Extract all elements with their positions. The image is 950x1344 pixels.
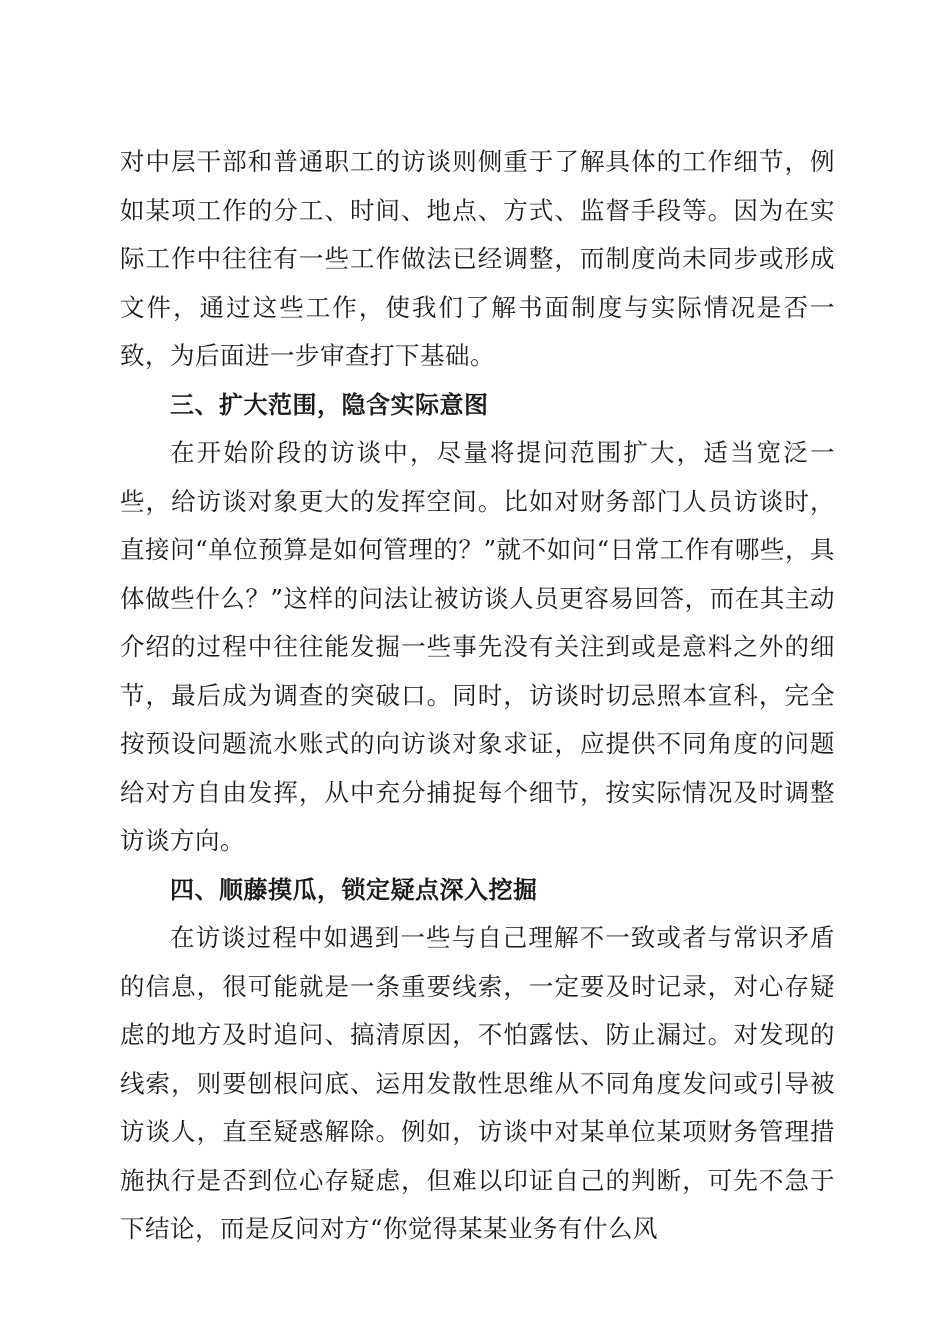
document-body: [120, 138, 835, 1254]
paragraph-section-3: 在开始阶段的访谈中，尽量将提问范围扩大，适当宽泛一些，给访谈对象更大的发挥空间。比如对财务部门人员访谈时，直接问“单位预算是如何管理的？”就不如问“日常工作有哪些，具体做些什么？”这样的问法让被访谈人员更容易回答，而在其主动介绍的过程中往往能发掘一些事先没有关注到或是意料之外的细节，最后成为调查的突破口。同时，访谈时切忌照本宣科，完全按预设问题流水账式的向访谈对象求证，应提供不同角度的问题给对方自由发挥，从中充分捕捉每个细节，按实际情况及时调整访谈方向。: [120, 438, 835, 855]
section-heading-3: 三、扩大范围，隐含实际意图: [170, 390, 489, 419]
section-heading-4: 四、顺藤摸瓜，锁定疑点深入挖掘: [170, 875, 538, 904]
paragraph-continued: 对中层干部和普通职工的访谈则侧重于了解具体的工作细节，例如某项工作的分工、时间、地点、方式、监督手段等。因为在实际工作中往往有一些工作做法已经调整，而制度尚未同步或形成文件，通过这些工作，使我们了解书面制度与实际情况是否一致，为后面进一步审查打下基础。: [120, 147, 835, 370]
paragraph-section-4: 在访谈过程中如遇到一些与自己理解不一致或者与常识矛盾的信息，很可能就是一条重要线索，一定要及时记录，对心存疑虑的地方及时追问、搞清原因，不怕露怯、防止漏过。对发现的线索，则要刨根问底、运用发散性思维从不同角度发问或引导被访谈人，直至疑惑解除。例如，访谈中对某单位某项财务管理措施执行是否到位心存疑虑，但难以印证自己的判断，可先不急于下结论，而是反问对方“你觉得某某业务有什么风: [120, 923, 835, 1243]
